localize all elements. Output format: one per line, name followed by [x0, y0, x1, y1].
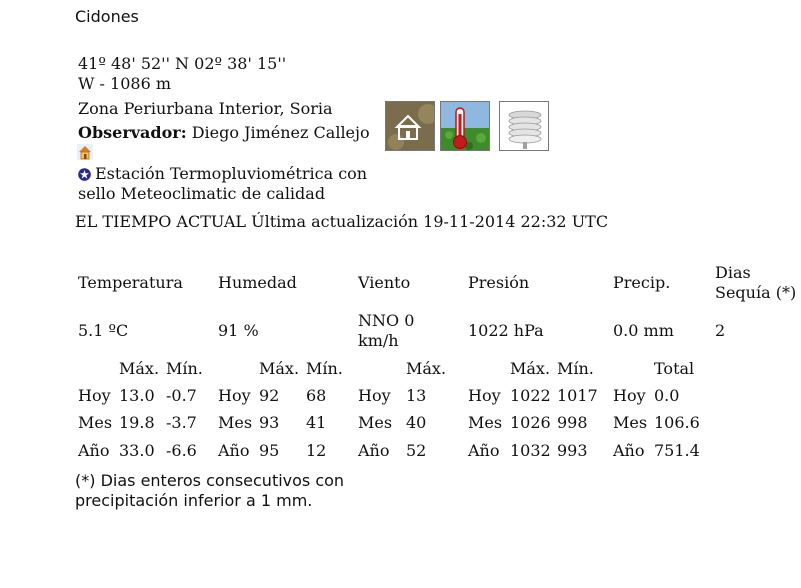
stats-temp-max: 13.0 [119, 386, 155, 405]
stats-pres-min: 998 [557, 413, 588, 432]
stats-pres-max: 1026 [510, 413, 551, 432]
value-wind-line1: NNO 0 [358, 311, 415, 330]
header-humidity: Humedad [218, 273, 297, 292]
stats-pres-min: 993 [557, 441, 588, 460]
stats-hum-min: 12 [306, 441, 327, 460]
stats-hum-min: 68 [306, 386, 327, 405]
station-coords-line1: 41º 48' 52'' N 02º 38' 15'' [78, 54, 287, 73]
stats-period: Hoy [468, 386, 501, 405]
stats-period: Año [468, 441, 500, 460]
header-drought-line2: Sequía (*) [715, 283, 797, 302]
stats-period: Mes [78, 413, 113, 432]
station-coords-line2: W - 1086 m [78, 74, 171, 93]
header-temperature: Temperatura [78, 273, 183, 292]
value-precip: 0.0 mm [613, 321, 674, 340]
stats-precip-total-label: Total [654, 359, 695, 378]
star-badge-icon [78, 166, 91, 179]
value-wind-line2: km/h [358, 331, 399, 350]
stats-period: Mes [613, 413, 648, 432]
value-pressure: 1022 hPa [468, 321, 544, 340]
stats-period: Hoy [78, 386, 111, 405]
station-zone: Zona Periurbana Interior, Soria [78, 99, 333, 118]
observer-label: Observador: [78, 123, 187, 142]
header-wind: Viento [358, 273, 411, 292]
stats-period: Año [358, 441, 390, 460]
stats-wind-max: 13 [406, 386, 427, 405]
station-name: Cidones [75, 7, 139, 26]
stats-pres-max: 1022 [510, 386, 551, 405]
stats-period: Año [78, 441, 110, 460]
stats-period: Año [218, 441, 250, 460]
stats-hum-max: 92 [259, 386, 280, 405]
stats-hum-max: 93 [259, 413, 280, 432]
stats-temp-min-label: Mín. [166, 359, 203, 378]
value-temperature: 5.1 ºC [78, 321, 129, 340]
stats-precip-total: 751.4 [654, 441, 700, 460]
observer-line [78, 123, 370, 142]
stats-temp-max-label: Máx. [119, 359, 160, 378]
header-drought-line1: Dias [715, 263, 751, 282]
stats-pres-min: 1017 [557, 386, 598, 405]
stats-precip-total: 0.0 [654, 386, 680, 405]
quality-line2: sello Meteoclimatic de calidad [78, 184, 326, 203]
stats-temp-min: -3.7 [166, 413, 197, 432]
stats-period: Hoy [613, 386, 646, 405]
stats-wind-max: 40 [406, 413, 427, 432]
stats-period: Mes [468, 413, 503, 432]
stats-temp-max: 19.8 [119, 413, 155, 432]
stats-pres-max: 1032 [510, 441, 551, 460]
stats-hum-min-label: Mín. [306, 359, 343, 378]
current-weather-title: EL TIEMPO ACTUAL Última actualización 19-11-2014 22:32 UTC [75, 212, 609, 231]
stats-hum-max-label: Máx. [259, 359, 300, 378]
value-humidity: 91 % [218, 321, 259, 340]
stats-wind-max: 52 [406, 441, 427, 460]
header-precip: Precip. [613, 273, 671, 292]
footnote-line1: (*) Dias enteros consecutivos con [75, 471, 345, 490]
stats-temp-min: -6.6 [166, 441, 197, 460]
value-drought: 2 [715, 321, 726, 340]
footnote-line2: precipitación inferior a 1 mm. [75, 491, 313, 510]
stats-pres-min-label: Mín. [557, 359, 594, 378]
stats-temp-min: -0.7 [166, 386, 197, 405]
stats-period: Mes [358, 413, 393, 432]
stats-period: Hoy [358, 386, 391, 405]
stats-precip-total: 106.6 [654, 413, 700, 432]
stats-wind-max-label: Máx. [406, 359, 447, 378]
observer-name: Diego Jiménez Callejo [191, 123, 370, 142]
stats-hum-min: 41 [306, 413, 327, 432]
stats-hum-max: 95 [259, 441, 280, 460]
weather-station-icon[interactable] [499, 101, 549, 151]
header-pressure: Presión [468, 273, 530, 292]
stats-period: Hoy [218, 386, 251, 405]
home-icon[interactable] [77, 144, 93, 160]
stats-period: Año [613, 441, 645, 460]
thermometer-icon[interactable] [440, 101, 490, 151]
stats-pres-max-label: Máx. [510, 359, 551, 378]
stats-period: Mes [218, 413, 253, 432]
quality-line1: Estación Termopluviométrica con [95, 164, 368, 183]
house-icon[interactable] [385, 101, 435, 151]
stats-temp-max: 33.0 [119, 441, 155, 460]
